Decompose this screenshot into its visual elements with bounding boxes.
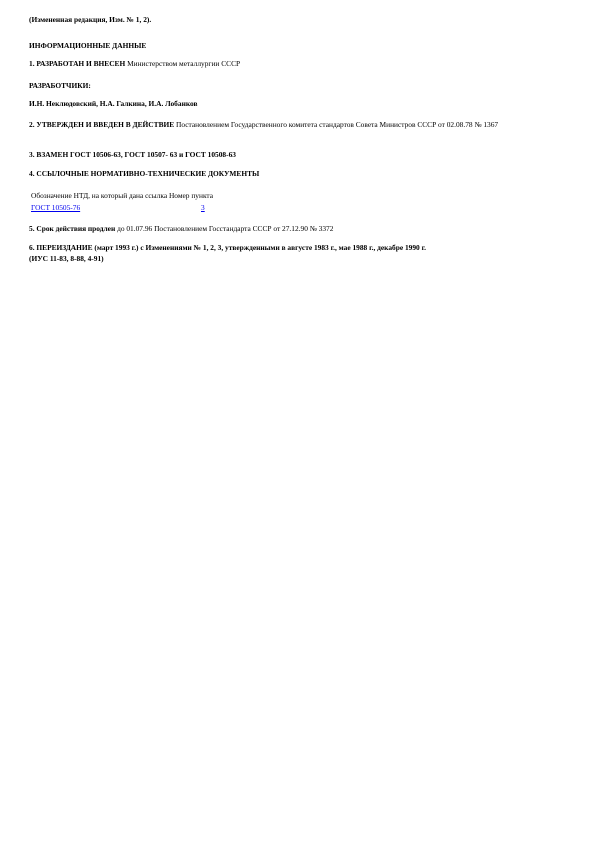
item-6-text: (март 1993 г.) с Изменениями № 1, 2, 3, утвержденными в августе 1983 г., мае 1988 г., декабре 1990 г.	[94, 243, 426, 252]
item-2	[29, 119, 574, 130]
item-6-label: 6. ПЕРЕИЗДАНИЕ	[29, 243, 93, 252]
item-2-label: 2. УТВЕРЖДЕН И ВВЕДЕН В ДЕЙСТВИЕ	[29, 120, 175, 129]
info-heading: ИНФОРМАЦИОННЫЕ ДАННЫЕ	[29, 41, 147, 50]
developers-heading: РАЗРАБОТЧИКИ:	[29, 81, 91, 90]
ref-table-header: Обозначение НТД, на который дана ссылка Номер пункта	[31, 191, 214, 200]
item-3: 3. ВЗАМЕН ГОСТ 10506-63, ГОСТ 10507- 63 и ГОСТ 10508-63	[29, 150, 236, 159]
item-1	[29, 58, 574, 69]
item-5-text: до 01.07.96 Постановлением Госстандарта СССР от 27.12.90 № 3372	[117, 224, 334, 233]
item-4: 4. ССЫЛОЧНЫЕ НОРМАТИВНО-ТЕХНИЧЕСКИЕ ДОКУМЕНТЫ	[29, 169, 260, 178]
developers-list: И.Н. Неклюдовский, Н.А. Галкина, И.А. Лобанков	[29, 99, 198, 108]
item-5	[29, 223, 574, 234]
item-5-label: 5. Срок действия продлен	[29, 224, 116, 233]
item-6-sources: (ИУС 11-83, 8-88, 4-91)	[29, 254, 104, 263]
item-1-label: 1. РАЗРАБОТАН И ВНЕСЕН	[29, 59, 126, 68]
item-2-text: Постановлением Государственного комитета стандартов Совета Министров СССР от 02.08.78 № 1367	[176, 120, 499, 129]
item-1-text: Министерством металлургии СССР	[127, 59, 241, 68]
ref-item-link[interactable]: 3	[201, 203, 205, 212]
revision-note: (Измененная редакция, Изм. № 1, 2).	[29, 15, 152, 24]
ref-doc-link[interactable]: ГОСТ 10505-76	[31, 203, 81, 212]
table-row	[31, 202, 231, 213]
item-6	[29, 242, 574, 253]
